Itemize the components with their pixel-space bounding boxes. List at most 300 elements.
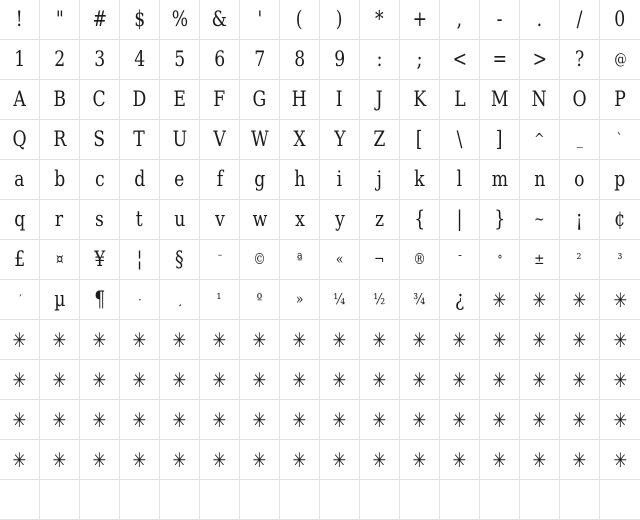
glyph-cell[interactable] [520, 200, 560, 240]
glyph-cell[interactable] [0, 360, 40, 400]
glyph-cell[interactable] [520, 0, 560, 40]
glyph-cell[interactable] [40, 160, 80, 200]
glyph-character: > [532, 47, 547, 71]
glyph-character: e [174, 167, 185, 191]
glyph-character: . [536, 7, 543, 31]
glyph-character: ¾ [413, 290, 426, 308]
glyph-cell[interactable] [360, 320, 400, 360]
glyph-cell[interactable] [520, 280, 560, 320]
glyph-character: ✳ [252, 327, 267, 352]
glyph-cell[interactable] [600, 0, 640, 40]
glyph-cell[interactable] [280, 200, 320, 240]
glyph-character: 5 [174, 47, 185, 71]
glyph-cell[interactable] [200, 120, 240, 160]
glyph-cell[interactable] [560, 80, 600, 120]
glyph-character: # [92, 7, 107, 31]
glyph-cell[interactable] [40, 0, 80, 40]
glyph-character: ✳ [12, 327, 27, 352]
glyph-character: I [336, 87, 343, 111]
glyph-character: | [456, 207, 463, 231]
glyph-cell[interactable] [440, 440, 480, 480]
glyph-character: ¡ [576, 207, 583, 231]
glyph-cell[interactable] [440, 480, 480, 520]
glyph-cell[interactable] [360, 40, 400, 80]
glyph-character: a [14, 167, 25, 191]
glyph-character: ✳ [572, 287, 587, 312]
glyph-cell[interactable] [600, 400, 640, 440]
glyph-cell[interactable] [0, 440, 40, 480]
glyph-character: ¥ [94, 247, 105, 271]
glyph-cell[interactable] [560, 320, 600, 360]
glyph-character: ✳ [332, 367, 347, 392]
glyph-cell[interactable] [120, 0, 160, 40]
glyph-cell[interactable] [80, 200, 120, 240]
glyph-cell[interactable] [320, 160, 360, 200]
glyph-character: z [374, 207, 385, 231]
glyph-character: j [376, 167, 383, 191]
glyph-character: n [533, 167, 546, 191]
glyph-character: $ [134, 7, 145, 31]
glyph-cell[interactable] [400, 80, 440, 120]
glyph-cell[interactable] [80, 400, 120, 440]
glyph-cell[interactable] [80, 480, 120, 520]
glyph-cell[interactable] [440, 360, 480, 400]
glyph-character: ✳ [532, 367, 547, 392]
glyph-cell[interactable] [160, 280, 200, 320]
glyph-cell[interactable] [280, 320, 320, 360]
glyph-character: ( [296, 7, 303, 31]
glyph-cell[interactable] [280, 160, 320, 200]
glyph-character: < [452, 47, 467, 71]
glyph-cell[interactable] [120, 160, 160, 200]
glyph-cell[interactable] [200, 360, 240, 400]
glyph-cell[interactable] [480, 360, 520, 400]
glyph-cell[interactable] [320, 400, 360, 440]
glyph-cell[interactable] [520, 360, 560, 400]
glyph-cell[interactable] [0, 480, 40, 520]
glyph-cell[interactable] [120, 480, 160, 520]
glyph-cell[interactable] [200, 280, 240, 320]
glyph-character: ® [413, 250, 426, 268]
glyph-cell[interactable] [520, 240, 560, 280]
glyph-cell[interactable] [360, 80, 400, 120]
glyph-cell[interactable] [600, 200, 640, 240]
glyph-character: k [414, 167, 425, 191]
glyph-cell[interactable] [80, 280, 120, 320]
glyph-cell[interactable] [400, 160, 440, 200]
glyph-cell[interactable] [0, 40, 40, 80]
glyph-cell[interactable] [440, 40, 480, 80]
glyph-character: t [136, 207, 143, 231]
glyph-cell[interactable] [320, 200, 360, 240]
glyph-cell[interactable] [240, 400, 280, 440]
glyph-cell[interactable] [400, 480, 440, 520]
glyph-character: ¢ [614, 207, 626, 231]
glyph-cell[interactable] [320, 120, 360, 160]
glyph-cell[interactable] [0, 320, 40, 360]
glyph-cell[interactable] [200, 200, 240, 240]
glyph-character: ^ [534, 130, 545, 148]
glyph-cell[interactable] [40, 280, 80, 320]
glyph-cell[interactable] [440, 160, 480, 200]
glyph-cell[interactable] [520, 320, 560, 360]
glyph-character: ✳ [532, 407, 547, 432]
glyph-cell[interactable] [0, 160, 40, 200]
glyph-character: ✳ [572, 367, 587, 392]
glyph-cell[interactable] [520, 120, 560, 160]
glyph-character: £ [14, 247, 25, 271]
glyph-character: ✳ [252, 447, 267, 472]
glyph-character: ✳ [572, 447, 587, 472]
glyph-character: ✳ [332, 447, 347, 472]
glyph-cell[interactable] [600, 360, 640, 400]
glyph-character: R [53, 127, 66, 151]
glyph-character: ¸ [177, 292, 182, 307]
glyph-cell[interactable] [200, 440, 240, 480]
glyph-cell[interactable] [480, 120, 520, 160]
glyph-character: ¬ [374, 250, 385, 268]
glyph-cell[interactable] [160, 480, 200, 520]
glyph-cell[interactable] [40, 240, 80, 280]
glyph-character: ´ [17, 292, 22, 307]
glyph-cell[interactable] [240, 160, 280, 200]
glyph-cell[interactable] [40, 40, 80, 80]
glyph-character: ✳ [492, 447, 507, 472]
glyph-cell[interactable] [440, 80, 480, 120]
glyph-character: µ [53, 287, 66, 311]
glyph-cell[interactable] [40, 400, 80, 440]
glyph-cell[interactable] [200, 160, 240, 200]
glyph-cell[interactable] [240, 480, 280, 520]
glyph-cell[interactable] [0, 280, 40, 320]
glyph-cell[interactable] [440, 0, 480, 40]
glyph-cell[interactable] [360, 360, 400, 400]
glyph-cell[interactable] [80, 360, 120, 400]
glyph-cell[interactable] [400, 240, 440, 280]
glyph-cell[interactable] [160, 80, 200, 120]
glyph-cell[interactable] [600, 120, 640, 160]
glyph-cell[interactable] [560, 160, 600, 200]
glyph-character: ª [296, 250, 303, 268]
glyph-character: ✳ [452, 327, 467, 352]
glyph-cell[interactable] [520, 440, 560, 480]
glyph-cell[interactable] [0, 120, 40, 160]
glyph-cell[interactable] [240, 0, 280, 40]
glyph-character: ✳ [532, 327, 547, 352]
glyph-character: ✳ [332, 327, 347, 352]
glyph-cell[interactable] [160, 40, 200, 80]
glyph-character: ✳ [52, 327, 67, 352]
glyph-cell[interactable] [40, 480, 80, 520]
glyph-cell[interactable] [560, 40, 600, 80]
glyph-character: ✳ [212, 447, 227, 472]
glyph-character: ✳ [132, 367, 147, 392]
glyph-cell[interactable] [120, 80, 160, 120]
glyph-cell[interactable] [360, 400, 400, 440]
glyph-cell[interactable] [560, 280, 600, 320]
glyph-cell[interactable] [600, 240, 640, 280]
glyph-cell[interactable] [360, 240, 400, 280]
glyph-cell[interactable] [480, 480, 520, 520]
glyph-cell[interactable] [560, 240, 600, 280]
glyph-character: 9 [334, 47, 345, 71]
glyph-cell[interactable] [320, 280, 360, 320]
glyph-cell[interactable] [120, 400, 160, 440]
glyph-cell[interactable] [600, 440, 640, 480]
glyph-cell[interactable] [440, 120, 480, 160]
glyph-cell[interactable] [360, 200, 400, 240]
glyph-cell[interactable] [600, 320, 640, 360]
glyph-cell[interactable] [80, 0, 120, 40]
glyph-character: ✳ [212, 367, 227, 392]
glyph-cell[interactable] [40, 360, 80, 400]
glyph-character: + [412, 7, 427, 31]
glyph-cell[interactable] [160, 120, 200, 160]
glyph-character: ✳ [372, 327, 387, 352]
glyph-character: ✳ [492, 327, 507, 352]
glyph-character: s [95, 207, 104, 231]
glyph-cell[interactable] [40, 120, 80, 160]
glyph-cell[interactable] [240, 440, 280, 480]
glyph-character: ½ [373, 290, 386, 308]
glyph-character: h [293, 167, 306, 191]
glyph-character: Y [333, 127, 346, 151]
glyph-cell[interactable] [0, 200, 40, 240]
glyph-cell[interactable] [240, 40, 280, 80]
glyph-cell[interactable] [440, 240, 480, 280]
glyph-cell[interactable] [160, 240, 200, 280]
glyph-character: ✳ [613, 287, 627, 312]
glyph-cell[interactable] [120, 280, 160, 320]
glyph-cell[interactable] [280, 280, 320, 320]
glyph-cell[interactable] [80, 440, 120, 480]
glyph-cell[interactable] [40, 200, 80, 240]
glyph-cell[interactable] [480, 240, 520, 280]
glyph-cell[interactable] [160, 440, 200, 480]
glyph-cell[interactable] [0, 80, 40, 120]
glyph-cell[interactable] [400, 360, 440, 400]
glyph-cell[interactable] [160, 200, 200, 240]
glyph-cell[interactable] [200, 40, 240, 80]
glyph-cell[interactable] [0, 400, 40, 440]
glyph-cell[interactable] [120, 320, 160, 360]
glyph-cell[interactable] [240, 280, 280, 320]
glyph-cell[interactable] [80, 40, 120, 80]
glyph-character: * [375, 7, 384, 31]
glyph-cell[interactable] [480, 320, 520, 360]
glyph-cell[interactable] [360, 280, 400, 320]
glyph-character: ✳ [292, 407, 307, 432]
glyph-character: O [572, 87, 587, 111]
glyph-cell[interactable] [400, 400, 440, 440]
glyph-cell[interactable] [480, 400, 520, 440]
glyph-cell[interactable] [120, 440, 160, 480]
glyph-cell[interactable] [80, 80, 120, 120]
glyph-cell[interactable] [280, 480, 320, 520]
glyph-cell[interactable] [520, 40, 560, 80]
glyph-cell[interactable] [80, 320, 120, 360]
glyph-character: ¹ [217, 290, 222, 308]
glyph-cell[interactable] [480, 280, 520, 320]
glyph-cell[interactable] [280, 440, 320, 480]
glyph-cell[interactable] [80, 120, 120, 160]
glyph-character: ± [534, 250, 545, 268]
glyph-cell[interactable] [400, 440, 440, 480]
glyph-cell[interactable] [200, 80, 240, 120]
glyph-character: ✳ [252, 407, 267, 432]
glyph-cell[interactable] [40, 80, 80, 120]
glyph-cell[interactable] [600, 280, 640, 320]
glyph-cell[interactable] [440, 320, 480, 360]
glyph-cell[interactable] [160, 400, 200, 440]
glyph-cell[interactable] [320, 440, 360, 480]
glyph-cell[interactable] [120, 360, 160, 400]
glyph-character: ✳ [572, 407, 587, 432]
glyph-cell[interactable] [520, 80, 560, 120]
glyph-character: Z [373, 127, 386, 151]
glyph-cell[interactable] [280, 80, 320, 120]
glyph-cell[interactable] [440, 400, 480, 440]
glyph-character: " [55, 7, 64, 31]
glyph-cell[interactable] [280, 0, 320, 40]
glyph-cell[interactable] [600, 80, 640, 120]
glyph-cell[interactable] [600, 480, 640, 520]
glyph-cell[interactable] [560, 480, 600, 520]
glyph-cell[interactable] [480, 440, 520, 480]
glyph-cell[interactable] [480, 160, 520, 200]
glyph-cell[interactable] [400, 320, 440, 360]
glyph-character: p [614, 167, 626, 191]
glyph-cell[interactable] [240, 320, 280, 360]
glyph-character: ✳ [292, 327, 307, 352]
glyph-cell[interactable] [520, 160, 560, 200]
glyph-cell[interactable] [520, 480, 560, 520]
glyph-cell[interactable] [120, 120, 160, 160]
glyph-cell[interactable] [240, 360, 280, 400]
glyph-cell[interactable] [400, 120, 440, 160]
glyph-cell[interactable] [0, 0, 40, 40]
glyph-character: i [336, 167, 343, 191]
glyph-character: ✳ [452, 447, 467, 472]
glyph-cell[interactable] [200, 240, 240, 280]
glyph-cell[interactable] [280, 40, 320, 80]
glyph-cell[interactable] [600, 160, 640, 200]
glyph-character: ² [577, 250, 582, 268]
glyph-cell[interactable] [360, 480, 400, 520]
glyph-character: ; [416, 47, 423, 71]
glyph-cell[interactable] [600, 40, 640, 80]
glyph-cell[interactable] [360, 440, 400, 480]
glyph-cell[interactable] [200, 480, 240, 520]
glyph-cell[interactable] [120, 240, 160, 280]
glyph-character: 4 [134, 47, 145, 71]
glyph-character: , [456, 7, 463, 31]
glyph-cell[interactable] [280, 240, 320, 280]
glyph-cell[interactable] [240, 80, 280, 120]
glyph-cell[interactable] [200, 0, 240, 40]
glyph-cell[interactable] [40, 320, 80, 360]
glyph-cell[interactable] [320, 40, 360, 80]
glyph-cell[interactable] [560, 200, 600, 240]
glyph-cell[interactable] [320, 320, 360, 360]
glyph-cell[interactable] [440, 200, 480, 240]
glyph-character: u [173, 207, 186, 231]
glyph-cell[interactable] [280, 120, 320, 160]
glyph-cell[interactable] [320, 360, 360, 400]
glyph-character: f [216, 167, 223, 191]
glyph-cell[interactable] [480, 80, 520, 120]
glyph-cell[interactable] [160, 160, 200, 200]
glyph-cell[interactable] [160, 0, 200, 40]
glyph-character: 8 [294, 47, 305, 71]
glyph-character: X [293, 127, 306, 151]
glyph-cell[interactable] [280, 360, 320, 400]
glyph-cell[interactable] [400, 200, 440, 240]
glyph-character: ✳ [292, 367, 307, 392]
glyph-character: ¶ [94, 287, 105, 311]
glyph-character: / [576, 7, 583, 31]
glyph-cell[interactable] [400, 0, 440, 40]
glyph-cell[interactable] [200, 400, 240, 440]
glyph-character: ✳ [372, 447, 387, 472]
glyph-cell[interactable] [560, 0, 600, 40]
glyph-cell[interactable] [480, 0, 520, 40]
glyph-cell[interactable] [560, 400, 600, 440]
glyph-cell[interactable] [320, 80, 360, 120]
glyph-cell[interactable] [40, 440, 80, 480]
glyph-cell[interactable] [360, 120, 400, 160]
glyph-cell[interactable] [160, 360, 200, 400]
glyph-cell[interactable] [360, 160, 400, 200]
glyph-cell[interactable] [120, 40, 160, 80]
glyph-cell[interactable] [320, 0, 360, 40]
glyph-cell[interactable] [560, 360, 600, 400]
glyph-character: ? [574, 47, 585, 71]
glyph-cell[interactable] [360, 0, 400, 40]
glyph-cell[interactable] [80, 160, 120, 200]
glyph-cell[interactable] [80, 240, 120, 280]
glyph-cell[interactable] [280, 400, 320, 440]
glyph-character: ✳ [372, 367, 387, 392]
glyph-character: Q [12, 127, 27, 151]
glyph-cell[interactable] [400, 280, 440, 320]
glyph-character: ¦ [136, 247, 143, 271]
glyph-character: ✳ [52, 407, 67, 432]
glyph-cell[interactable] [320, 480, 360, 520]
glyph-cell[interactable] [480, 200, 520, 240]
glyph-cell[interactable] [240, 200, 280, 240]
glyph-cell[interactable] [160, 320, 200, 360]
glyph-cell[interactable] [120, 200, 160, 240]
glyph-character: : [376, 47, 383, 71]
glyph-character: c [94, 167, 105, 191]
glyph-cell[interactable] [400, 40, 440, 80]
glyph-cell[interactable] [480, 40, 520, 80]
glyph-character: ✳ [532, 287, 547, 312]
glyph-cell[interactable] [320, 240, 360, 280]
glyph-character: x [294, 207, 305, 231]
glyph-cell[interactable] [440, 280, 480, 320]
glyph-cell[interactable] [560, 440, 600, 480]
glyph-character: ✳ [572, 327, 587, 352]
glyph-cell[interactable] [200, 320, 240, 360]
glyph-cell[interactable] [520, 400, 560, 440]
glyph-character: ✳ [613, 327, 627, 352]
glyph-cell[interactable] [240, 120, 280, 160]
glyph-cell[interactable] [0, 240, 40, 280]
glyph-cell[interactable] [560, 120, 600, 160]
glyph-cell[interactable] [240, 240, 280, 280]
